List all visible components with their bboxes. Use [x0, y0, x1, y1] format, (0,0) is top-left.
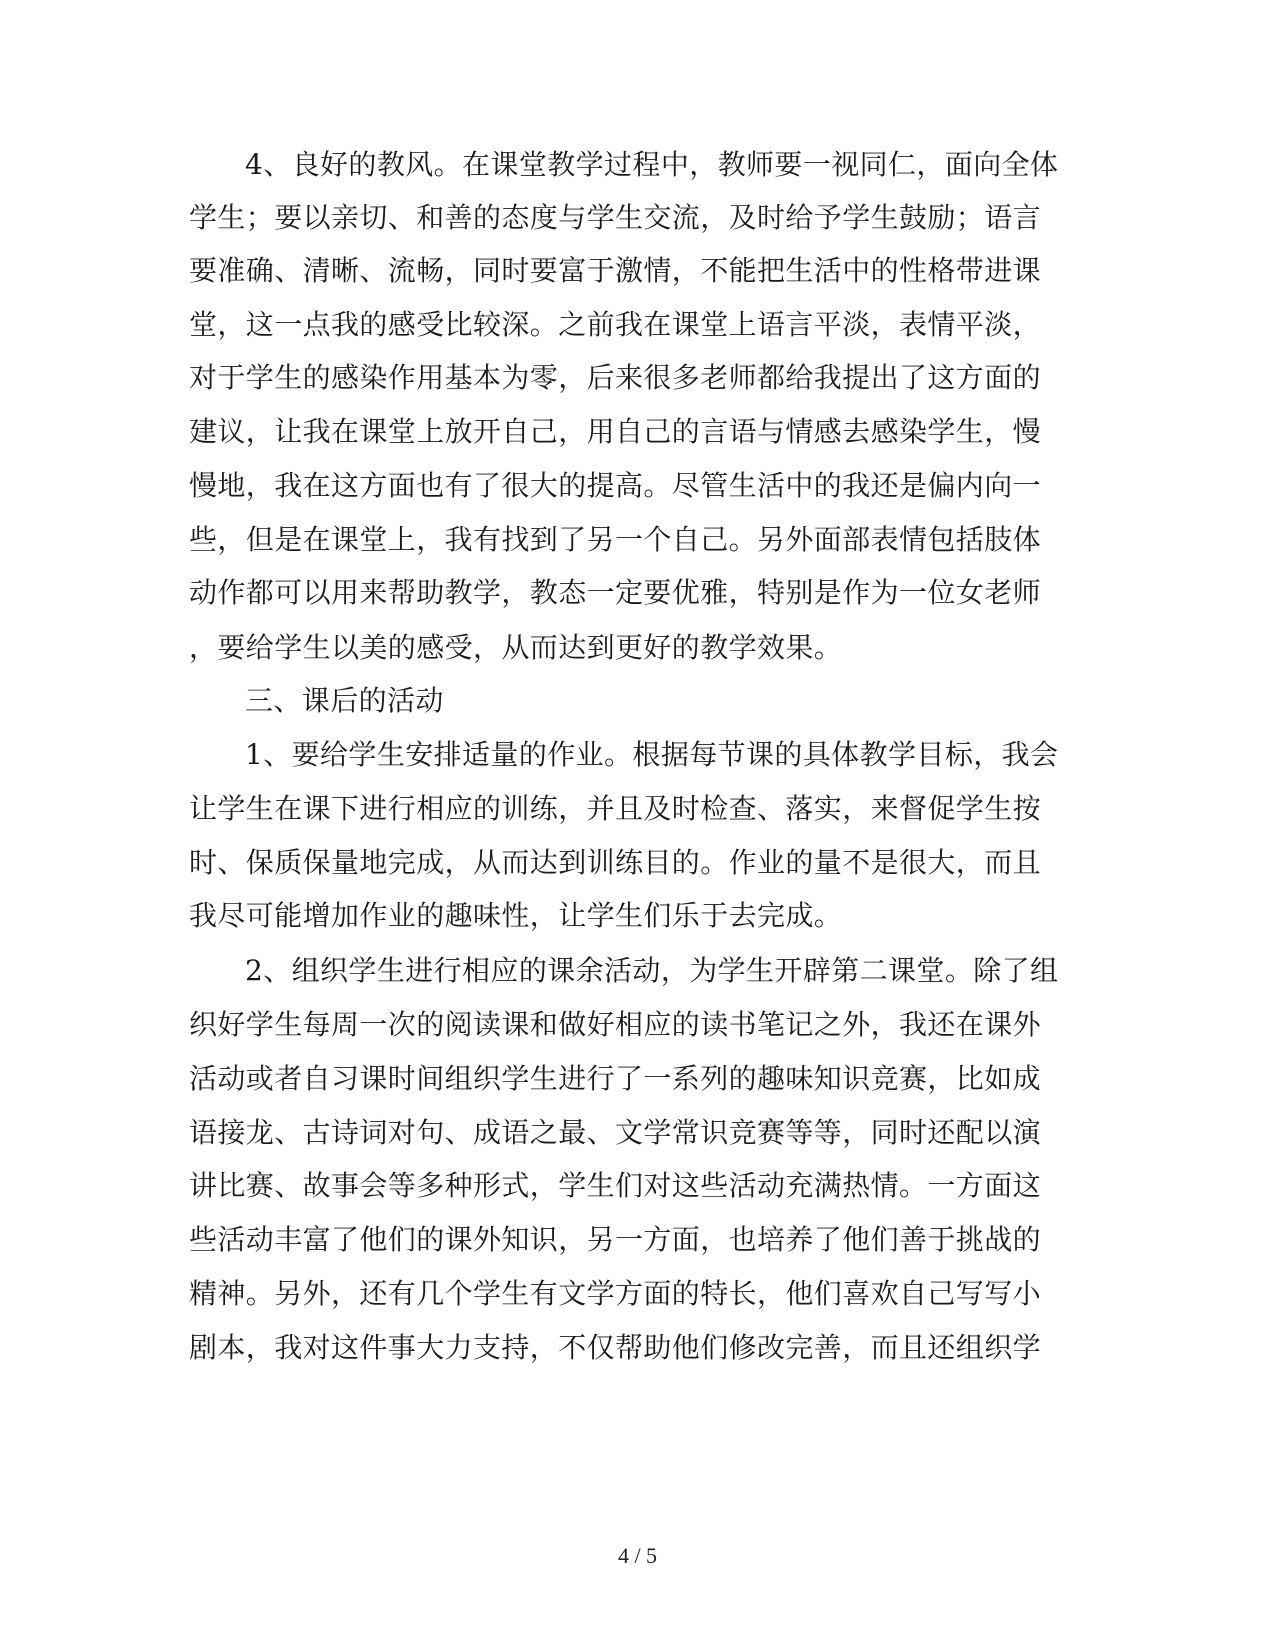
paragraph-line: 学生；要以亲切、和善的态度与学生交流，及时给予学生鼓励；语言: [189, 201, 1042, 234]
section-heading: 三、课后的活动: [245, 684, 444, 717]
page-number: 4 / 5: [617, 1543, 658, 1568]
paragraph-line: 让学生在课下进行相应的训练，并且及时检查、落实，来督促学生按: [189, 792, 1042, 825]
paragraph-line: 2、组织学生进行相应的课余活动，为学生开辟第二课堂。除了组: [245, 954, 1059, 987]
paragraph-line: 要准确、清晰、流畅，同时要富于激情，不能把生活中的性格带进课: [189, 254, 1042, 287]
paragraph-line: 剧本，我对这件事大力支持，不仅帮助他们修改完善，而且还组织学: [189, 1331, 1042, 1364]
paragraph-line: 对于学生的感染作用基本为零，后来很多老师都给我提出了这方面的: [189, 361, 1042, 394]
paragraph-line: 慢地，我在这方面也有了很大的提高。尽管生活中的我还是偏内向一: [189, 469, 1042, 502]
paragraph-line: 动作都可以用来帮助教学，教态一定要优雅，特别是作为一位女老师: [189, 576, 1042, 609]
paragraph-line: 时、保质保量地完成，从而达到训练目的。作业的量不是很大，而且: [189, 846, 1042, 879]
paragraph-line: 建议，让我在课堂上放开自己，用自己的言语与情感去感染学生，慢: [189, 415, 1042, 448]
paragraph-line: ，要给学生以美的感受，从而达到更好的教学效果。: [189, 631, 843, 664]
paragraph-line: 堂，这一点我的感受比较深。之前我在课堂上语言平淡，表情平淡，: [189, 308, 1042, 341]
paragraph-line: 些，但是在课堂上，我有找到了另一个自己。另外面部表情包括肢体: [189, 523, 1042, 556]
paragraph-line: 织好学生每周一次的阅读课和做好相应的读书笔记之外，我还在课外: [189, 1008, 1042, 1041]
paragraph-line: 语接龙、古诗词对句、成语之最、文学常识竞赛等等，同时还配以演: [189, 1116, 1042, 1149]
paragraph-line: 1、要给学生安排适量的作业。根据每节课的具体教学目标，我会: [245, 738, 1059, 771]
paragraph-line: 些活动丰富了他们的课外知识，另一方面，也培养了他们善于挑战的: [189, 1223, 1042, 1256]
paragraph-line: 活动或者自习课时间组织学生进行了一系列的趣味知识竞赛，比如成: [189, 1062, 1042, 1095]
paragraph-line: 4、良好的教风。在课堂教学过程中，教师要一视同仁，面向全体: [245, 148, 1059, 181]
paragraph-line: 讲比赛、故事会等多种形式，学生们对这些活动充满热情。一方面这: [189, 1169, 1042, 1202]
paragraph-line: 精神。另外，还有几个学生有文学方面的特长，他们喜欢自己写写小: [189, 1277, 1042, 1310]
paragraph-line: 我尽可能增加作业的趣味性，让学生们乐于去完成。: [189, 899, 843, 932]
